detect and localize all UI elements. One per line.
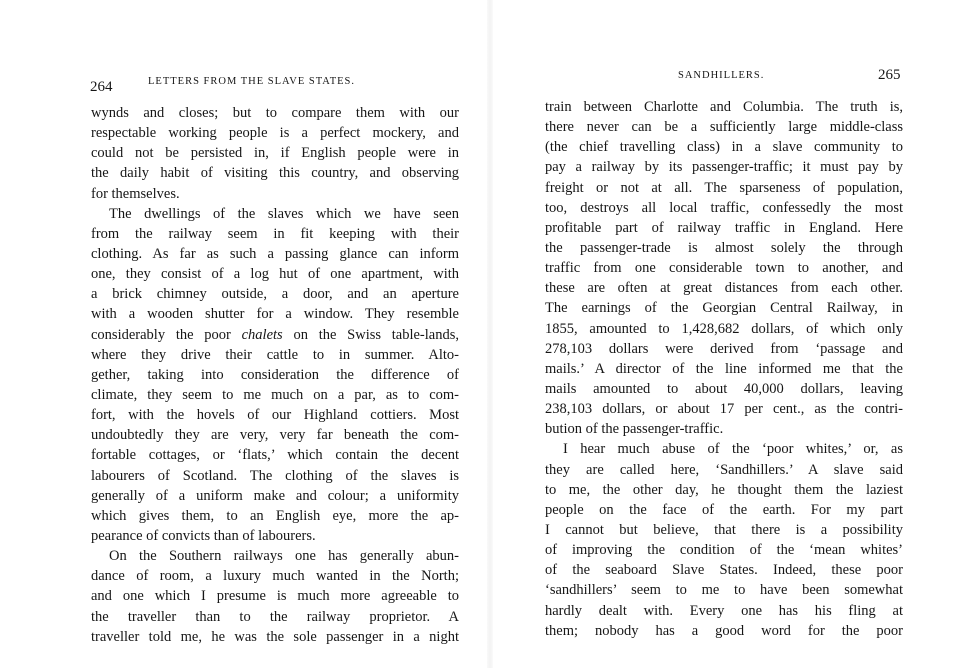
text-line: pay a railway by its passenger-traffic; it must pay by: [545, 159, 903, 176]
text-line: On the Southern railways one has generally abun-: [109, 548, 459, 565]
text-line: they are called here, ‘Sandhillers.’ A slave said: [545, 461, 903, 478]
text-line: train between Charlotte and Columbia. The truth is,: [545, 99, 903, 115]
text-line: fortable cottages, or ‘flats,’ which contain the decent: [91, 447, 459, 464]
text-line: hardly dealt with. Every one has his fling at: [545, 602, 903, 619]
text-line: freight or not at all. The sparseness of population,: [545, 179, 903, 196]
text-line: I hear much abuse of the ‘poor whites,’ or, as: [563, 441, 903, 458]
text-line: and one which I presume is much more agreeable to: [91, 588, 459, 605]
text-line: The earnings of the Georgian Central Railway, in: [545, 300, 903, 317]
text-line: wynds and closes; but to compare them with our: [91, 105, 459, 121]
left-running-head: LETTERS FROM THE SLAVE STATES.: [148, 76, 355, 87]
text-line: mails.’ A director of the line informed me that the: [545, 360, 903, 377]
text-line: from the railway seem in fit keeping with their: [91, 225, 459, 242]
text-line: the daily habit of visiting this country, and observing: [91, 165, 459, 182]
text-line: profitable part of railway traffic in England. Here: [545, 219, 903, 236]
text-line: dance of room, a luxury much wanted in the North;: [91, 568, 459, 585]
text-line: people on the face of the earth. For my part: [545, 501, 903, 518]
text-line: there never can be a sufficiently large middle-class: [545, 119, 903, 136]
text-line: 1855, amounted to 1,428,682 dollars, of which only: [545, 320, 903, 337]
text-line: with a wooden shutter for a window. They resemble: [91, 306, 459, 323]
text-line: clothing. As far as such a passing glance can inform: [91, 245, 459, 262]
text-line: where they drive their cattle to in summer. Alto-: [91, 346, 459, 363]
text-line: considerably the poor chalets on the Swiss table-lands,: [91, 326, 459, 343]
right-running-head: SANDHILLERS.: [678, 70, 765, 81]
text-line: respectable working people is a perfect mockery, and: [91, 125, 459, 142]
text-line: I cannot but believe, that there is a possibility: [545, 521, 903, 538]
text-line: generally of a uniform make and colour; a uniformity: [91, 487, 459, 504]
text-line: to me, the other day, he thought them the laziest: [545, 481, 903, 498]
text-line: too, destroys all local traffic, confessedly the most: [545, 199, 903, 216]
text-line: traffic from one considerable town to another, and: [545, 260, 903, 277]
text-line: 278,103 dollars were derived from ‘passage and: [545, 340, 903, 357]
text-line: The dwellings of the slaves which we have seen: [109, 205, 459, 222]
text-line: undoubtedly they are very, very far beneath the com-: [91, 427, 459, 444]
text-line: of the seaboard Slave States. Indeed, these poor: [545, 562, 903, 579]
right-page-number: 265: [878, 67, 901, 83]
text-line: the passenger-trade is almost solely the through: [545, 239, 903, 256]
text-line: labourers of Scotland. The clothing of the slaves is: [91, 467, 459, 484]
text-line: ‘sandhillers’ seem to me to have been somewhat: [545, 582, 903, 599]
text-line: a brick chimney outside, a door, and an aperture: [91, 286, 459, 303]
text-line: gether, taking into consideration the difference of: [91, 366, 459, 383]
text-line: these are often at great distances from each other.: [545, 280, 903, 297]
text-line: (the chief travelling class) in a slave community to: [545, 139, 903, 156]
text-line: them; nobody has a good word for the poor: [545, 622, 903, 639]
text-line: climate, they seem to me much on a par, as to com-: [91, 386, 459, 403]
right-page-body: [545, 97, 903, 641]
text-line: the traveller than to the railway proprietor. A: [91, 608, 459, 625]
left-page-body: [91, 103, 459, 647]
text-line: for themselves.: [91, 185, 180, 202]
right-page: [490, 0, 980, 668]
text-line: traveller told me, he was the sole passenger in a night: [91, 628, 459, 645]
text-line: could not be persisted in, if English people were in: [91, 145, 459, 162]
text-line: which gives them, to an English eye, more the ap-: [91, 507, 459, 524]
text-line: bution of the passenger-traffic.: [545, 421, 724, 438]
text-line: one, they consist of a log hut of one apartment, with: [91, 266, 459, 283]
text-line: pearance of convicts than of labourers.: [91, 527, 316, 544]
left-page-number: 264: [90, 79, 113, 95]
text-line: of improving the condition of the ‘mean whites’: [545, 542, 903, 559]
text-line: mails amounted to about 40,000 dollars, leaving: [545, 380, 903, 397]
text-line: 238,103 dollars, or about 17 per cent., as the contri-: [545, 401, 903, 418]
text-line: fort, with the hovels of our Highland cottiers. Most: [91, 407, 459, 424]
